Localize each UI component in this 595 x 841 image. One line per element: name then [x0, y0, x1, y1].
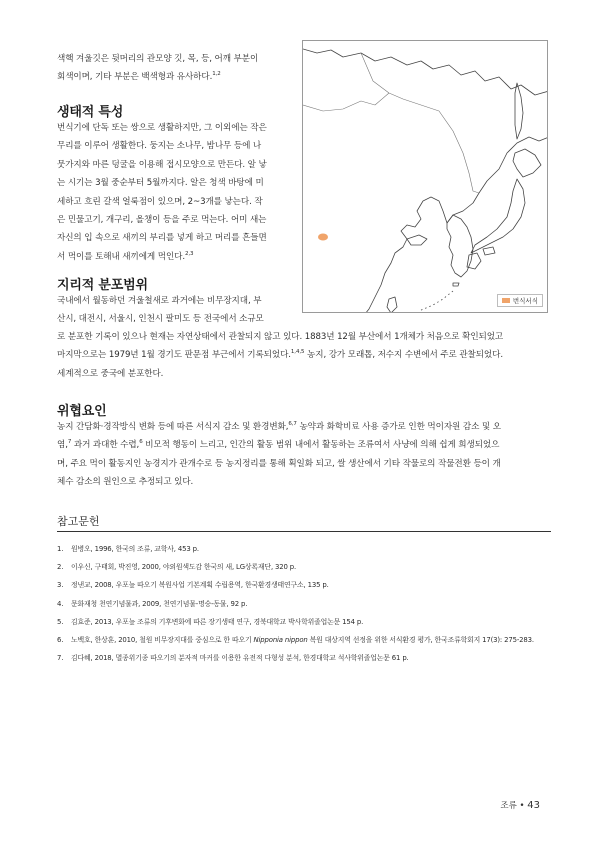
reference-item: 3. 정낸교, 2008, 우포늪 따오기 복원사업 기본계획 수립용역, 한국환경생태연구소, 135 p.: [57, 581, 329, 590]
citation: 6: [139, 439, 143, 446]
distribution-line: 국내에서 월동하던 겨울철새로 과거에는 비무장지대, 부: [57, 296, 262, 306]
citation: 7: [67, 439, 72, 446]
ecology-paragraph: [57, 119, 293, 266]
citation: 6,7: [288, 421, 297, 428]
distribution-heading: 지리적 분포범위: [57, 278, 148, 293]
citation: 1,4,5: [290, 349, 305, 356]
threats-line: 염,$^7$ 과거 과대한 수렵,$^6$ 비모적 행동이 느리고, 인간의 활동 범위 내에서 활동하는 조류여서 사냥에 의해 쉽게 희생되었으: [57, 439, 500, 451]
intro-line: 색핵 겨울깃은 뒷머리의 관모양 깃, 목, 등, 어깨 부분이: [57, 54, 259, 64]
threats-line: 며, 주요 먹이 활동지인 농경지가 관개수로 등 농지정리를 통해 획일화 되고, 쌀 생산에서 기타 작물로의 작물전환 등이 개: [57, 458, 501, 469]
references-divider: [57, 531, 551, 532]
reference-item: 5. 김효준, 2013, 우포늪 조류의 기후변화에 따른 장기생태 연구, 경북대학교 박사학위졸업논문 154 p.: [57, 617, 364, 626]
distribution-line: 산시, 대전시, 서울시, 인천시 팔미도 등 전국에서 소규모: [57, 314, 264, 325]
ecology-line: 서 먹이를 토해내 새끼에게 먹인다.$^{2,3}$: [57, 250, 194, 262]
ecology-line: 은 민물고기, 개구리, 올챙이 등을 주로 먹는다. 어미 새는: [57, 215, 267, 226]
distribution-line: 로 분포한 기록이 있으나 현재는 자연상태에서 관찰되지 않고 있다. 1883년 12월 부산에서 1개체가 처음으로 확인되었고: [57, 332, 504, 342]
threats-line: 농지 간담화·경작방식 변화 등에 따른 서식지 감소 및 환경변화,$^{6,7}$ 농약과 화학비료 사용 증가로 인한 먹이자원 감소 및 오: [57, 421, 501, 432]
distribution-line: 세계적으로 중국에 분포한다.: [57, 368, 164, 379]
map-legend: [497, 294, 543, 307]
ecology-line: 는 시기는 3월 중순부터 5월까지다. 알은 청색 바탕에 미: [57, 178, 264, 189]
reference-item: 4. 문화재청 천연기념물과, 2009, 천연기념물-명승-동물, 92 p.: [57, 599, 248, 608]
scientific-name: Nipponia nippon: [253, 636, 308, 645]
threats-paragraph: [57, 418, 579, 492]
references-heading: 참고문헌: [57, 515, 100, 528]
country-border: [303, 93, 389, 111]
hokkaido-island: [513, 149, 541, 177]
jeju-island: [453, 283, 459, 286]
distribution-paragraph-top: [57, 292, 293, 329]
citation: 1,2: [212, 71, 221, 78]
reference-item: 6. 노백호, 한상훈, 2010, 철원 비무장지대를 중심으로 한 따오기 Nipponia nippon 복원 대상지역 선정을 위한 서식환경 평가, 한국조류학회지 17(3): 275-283.: [57, 636, 534, 645]
ryukyu-islands: [419, 291, 453, 311]
intro-line: 회색이며, 기타 부분은 백색형과 유사하다.$^{1,2}$: [57, 71, 221, 83]
references-list: [57, 540, 557, 667]
mainland-coastline: [303, 49, 548, 95]
mainland-coastline: [407, 235, 427, 245]
footer-separator: •: [519, 801, 525, 811]
sakhalin-island: [515, 83, 523, 139]
distribution-map: [302, 40, 548, 313]
ecology-heading: 생태적 특성: [57, 105, 124, 120]
distribution-paragraph-bottom: [57, 328, 579, 383]
ecology-line: 무리를 이루어 생활한다. 둥지는 소나무, 밤나무 등에 나: [57, 141, 262, 152]
threats-line: 체수 감소의 원인으로 추정되고 있다.: [57, 477, 194, 488]
range-marker: [318, 234, 328, 241]
page-footer: [500, 799, 540, 811]
legend-label: 번식서식: [512, 297, 538, 305]
citation: 2,3: [184, 250, 194, 257]
reference-item: 7. 김다혜, 2018, 멸종위기종 따오기의 분자적 마커를 이용한 유전적 다형성 분석, 한경대학교 석사학위졸업논문 61 p.: [57, 654, 409, 663]
intro-paragraph: [57, 50, 293, 87]
ecology-line: 세하고 흐린 갈색 얼룩점이 있으며, 2~3개를 낳는다. 작: [57, 196, 263, 207]
threats-heading: 위협요인: [57, 404, 107, 419]
legend-swatch: [502, 298, 510, 303]
taiwan-island: [387, 297, 397, 313]
page-number: 43: [527, 800, 540, 811]
reference-item: 1. 원병오, 1996, 한국의 조류, 교학사, 453 p.: [57, 545, 199, 553]
ecology-line: 뭇가지와 마른 덩굴을 이용해 접시모양으로 만든다. 알 낳: [57, 159, 267, 170]
reference-item: 2. 이우신, 구태회, 박진영, 2000, 야외원색도감 한국의 새, LG상록재단, 320 p.: [57, 563, 297, 572]
distribution-line: 마지막으로는 1979년 1월 경기도 판문점 부근에서 기록되었다.$^{1,4,5}$ 농지, 강가 모래톱, 저수지 수변에서 주로 관찰되었다.: [57, 349, 503, 361]
east-asia-map: [303, 41, 548, 313]
honshu-island: [471, 179, 525, 253]
country-border: [361, 53, 479, 193]
section-name: 조류: [500, 801, 517, 811]
ecology-line: 자신의 입 속으로 새끼의 부리를 넣게 하고 머리를 흔들면: [57, 233, 267, 244]
ecology-line: 번식기에 단독 또는 쌍으로 생활하지만, 그 이외에는 작은: [57, 123, 267, 133]
mainland-coastline: [365, 137, 548, 313]
shikoku-island: [483, 247, 495, 255]
